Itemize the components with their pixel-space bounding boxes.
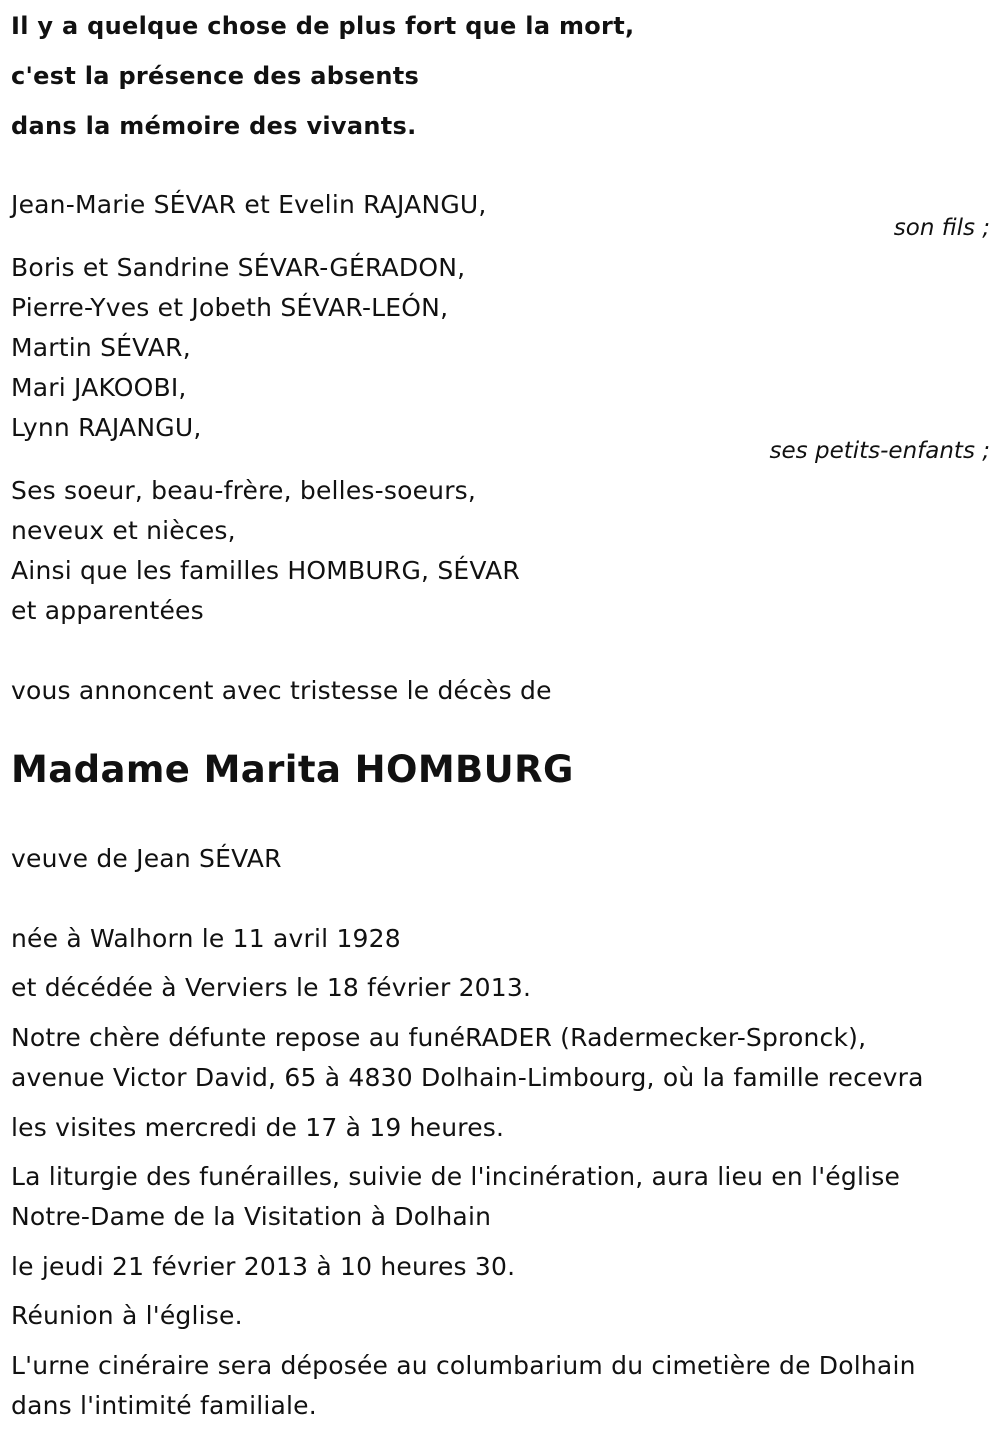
relatives-line: neveux et nièces, [11, 516, 236, 545]
grandchild-line: Pierre-Yves et Jobeth SÉVAR-LEÓN, [11, 293, 449, 322]
son-label: son fils ; [893, 215, 990, 241]
grandchild-line: Lynn RAJANGU, [11, 413, 202, 442]
quote-line-1: Il y a quelque chose de plus fort que la mort, [11, 12, 635, 40]
birth-line: née à Walhorn le 11 avril 1928 [11, 924, 401, 953]
death-line: et décédée à Verviers le 18 février 2013. [11, 973, 532, 1002]
details-line: Réunion à l'église. [11, 1301, 243, 1330]
grandchild-line: Mari JAKOOBI, [11, 373, 187, 402]
deceased-name: Madame Marita HOMBURG [11, 748, 574, 791]
details-line: L'urne cinéraire sera déposée au columbarium du cimetière de Dolhain [11, 1351, 916, 1380]
quote-line-3: dans la mémoire des vivants. [11, 112, 417, 140]
details-line: dans l'intimité familiale. [11, 1391, 317, 1420]
relatives-line: Ses soeur, beau-frère, belles-soeurs, [11, 476, 477, 505]
announcement: vous annoncent avec tristesse le décès de [11, 676, 552, 705]
relatives-line: et apparentées [11, 596, 204, 625]
details-line: Notre chère défunte repose au funéRADER (Radermecker-Spronck), [11, 1023, 867, 1052]
details-line: avenue Victor David, 65 à 4830 Dolhain-Limbourg, où la famille recevra [11, 1063, 924, 1092]
son-names: Jean-Marie SÉVAR et Evelin RAJANGU, [11, 190, 487, 219]
quote-line-2: c'est la présence des absents [11, 62, 420, 90]
grandchildren-label: ses petits-enfants ; [769, 438, 990, 464]
details-line: le jeudi 21 février 2013 à 10 heures 30. [11, 1252, 516, 1281]
relatives-line: Ainsi que les familles HOMBURG, SÉVAR [11, 556, 520, 585]
grandchild-line: Martin SÉVAR, [11, 333, 191, 362]
details-line: La liturgie des funérailles, suivie de l'incinération, aura lieu en l'église [11, 1162, 901, 1191]
widow-of: veuve de Jean SÉVAR [11, 844, 282, 873]
grandchild-line: Boris et Sandrine SÉVAR-GÉRADON, [11, 253, 466, 282]
details-line: Notre-Dame de la Visitation à Dolhain [11, 1202, 492, 1231]
details-line: les visites mercredi de 17 à 19 heures. [11, 1113, 505, 1142]
